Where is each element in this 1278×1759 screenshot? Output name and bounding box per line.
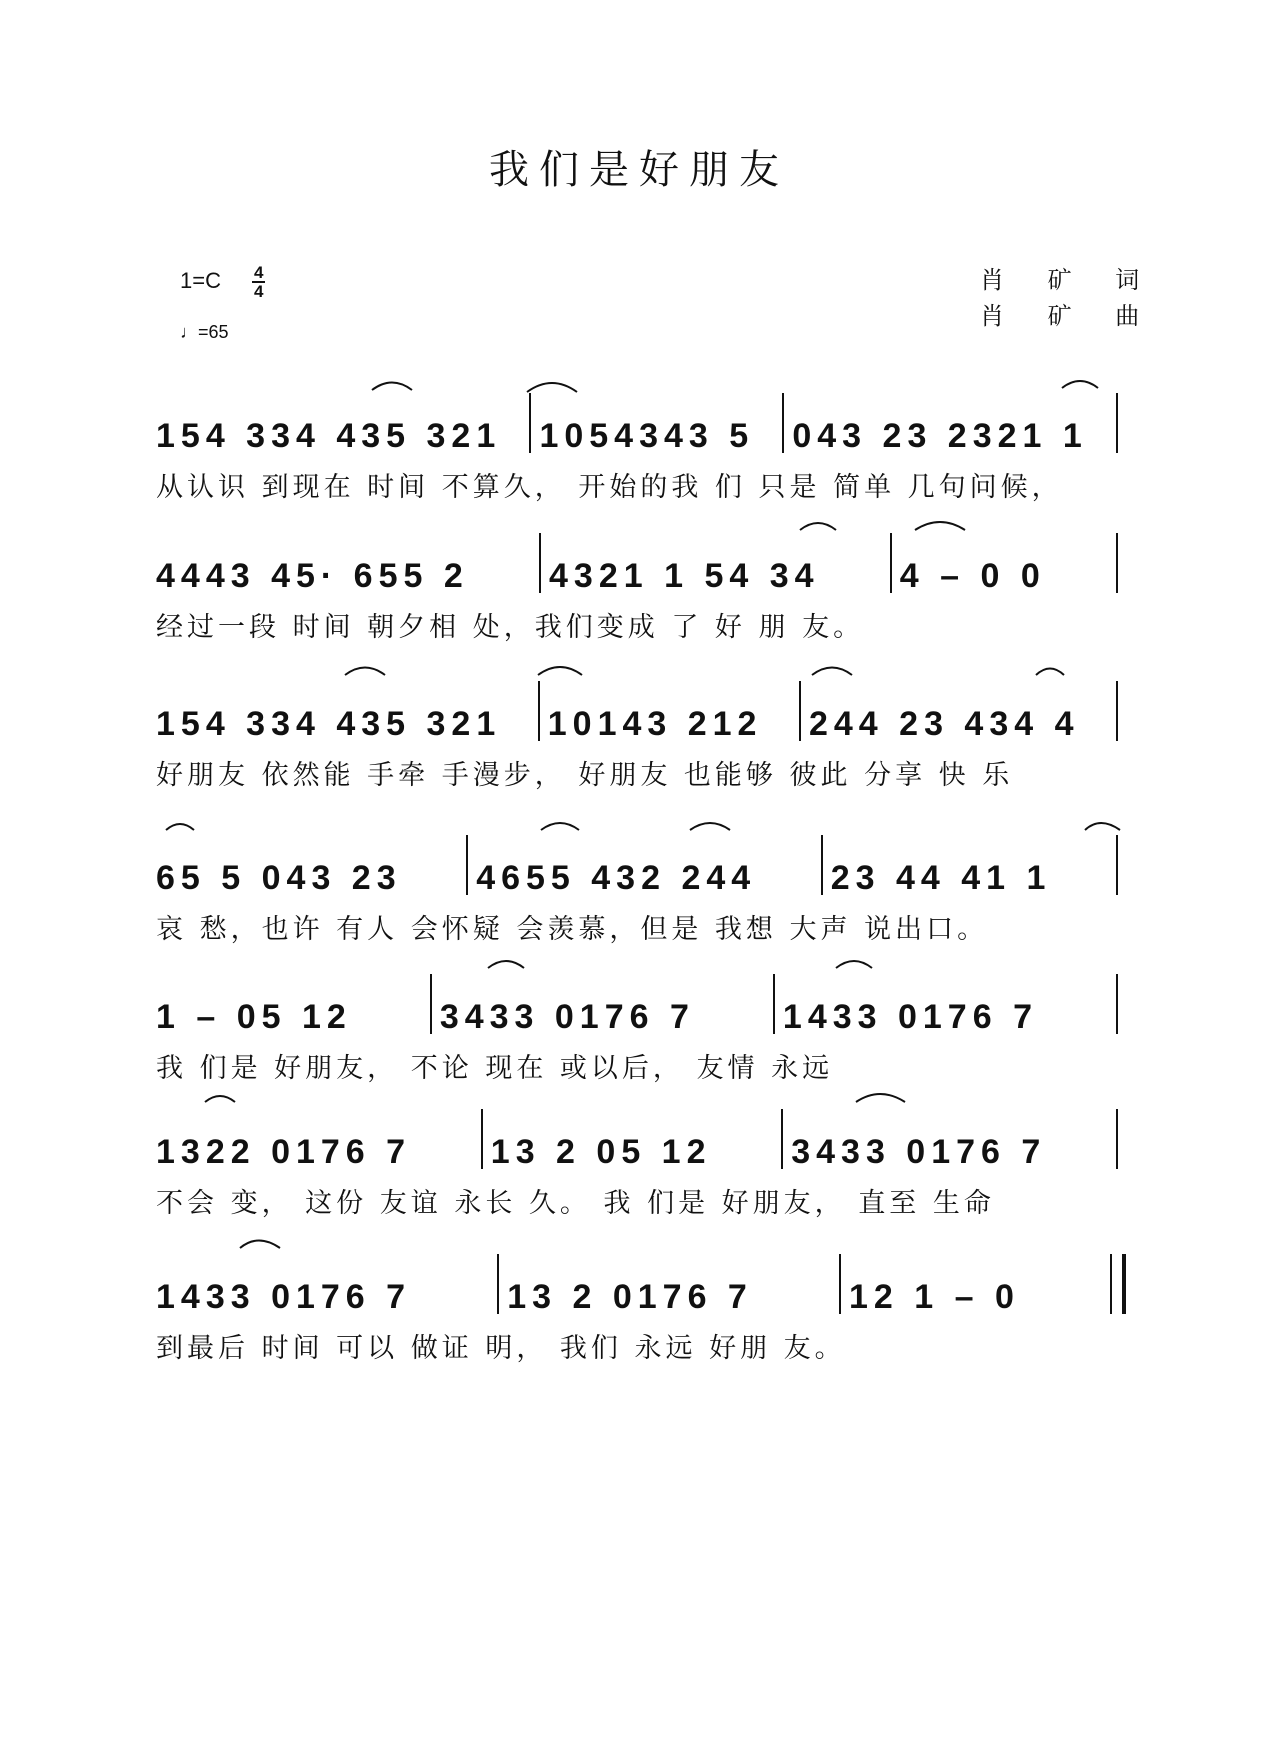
bar: 154 334 435 321 [156,417,502,455]
bar-line [1116,835,1118,895]
bar: 13 2 0176 7 [507,1278,753,1316]
staff-notes [156,523,1126,593]
lyricist-credit: 肖 矿 词 [980,266,1158,294]
staff-1 [156,383,1126,523]
bar: 3433 0176 7 [439,998,695,1036]
bar: 1054343 5 [539,417,755,455]
bar-line [782,393,784,453]
key-signature: 1=C [180,268,221,293]
lyrics-line: 不会 变， 这份 友谊 永长 久。 我 们是 好朋友， 直至 生命 [156,1188,995,1219]
staff-4 [156,825,1126,965]
bar-line [430,974,432,1034]
bar: 4443 45· 655 2 [156,557,469,595]
bar: 4 – 0 0 [899,557,1046,595]
song-title: 我们是好朋友 [489,147,789,193]
bar: 1433 0176 7 [782,998,1038,1036]
bar-line [539,533,541,593]
lyrics-line: 经过一段 时间 朝夕相 处，我们变成 了 好 朋 友。 [156,612,865,643]
bar: 4321 1 54 34 [549,557,820,595]
bar-line [1116,974,1118,1034]
lyrics-line: 好朋友 依然能 手牵 手漫步， 好朋友 也能够 彼此 分享 快 乐 [156,760,1014,791]
staff-notes [156,1244,1126,1314]
bar: 10143 212 [547,705,763,743]
staff-notes [156,1099,1126,1169]
lyrics-line: 从认识 到现在 时间 不算久， 开始的我 们 只是 简单 几句问候， [156,472,1063,503]
staff-2 [156,523,1126,663]
bar: 3433 0176 7 [791,1133,1047,1171]
bar: 65 5 043 23 [156,859,402,897]
composer-credit: 肖 矿 曲 [980,302,1158,330]
staff-6 [156,1099,1126,1239]
bar-line [497,1254,499,1314]
time-signature-bottom: 4 [254,282,264,301]
bar: 1322 0176 7 [156,1133,412,1171]
lyrics-line: 我 们是 好朋友， 不论 现在 或以后， 友情 永远 [156,1053,834,1084]
staff-notes [156,383,1126,453]
tempo-marking: ♩=65 [180,322,229,342]
staff-notes [156,825,1126,895]
bar: 154 334 435 321 [156,705,502,743]
bar: 4655 432 244 [476,859,757,897]
bar: 1433 0176 7 [156,1278,412,1316]
lyrics-line: 到最后 时间 可以 做证 明， 我们 永远 好朋 友。 [156,1333,846,1364]
final-barline [1110,1254,1126,1314]
bar-line [1116,681,1118,741]
staff-notes [156,964,1126,1034]
staff-5 [156,964,1126,1104]
bar-line [799,681,801,741]
bar: 1 – 05 12 [156,998,352,1036]
bar-line [890,533,892,593]
lyrics-line: 哀 愁，也许 有人 会怀疑 会羡慕，但是 我想 大声 说出口。 [156,914,989,945]
bar: 043 23 2321 1 [792,417,1088,455]
bar-line [821,835,823,895]
bar-line [781,1109,783,1169]
time-signature [252,264,265,300]
bar: 13 2 05 12 [490,1133,712,1171]
bar-line [529,393,531,453]
bar-line [466,835,468,895]
bar: 23 44 41 1 [830,859,1052,897]
bar-line [1116,1109,1118,1169]
bar-line [839,1254,841,1314]
bar: 12 1 – 0 [848,1278,1020,1316]
bar-line [1116,533,1118,593]
bar-line [773,974,775,1034]
bar-line [481,1109,483,1169]
time-signature-top: 4 [254,263,264,282]
bar-line [1116,393,1118,453]
staff-7 [156,1244,1126,1384]
staff-notes [156,671,1126,741]
bar: 244 23 434 4 [808,705,1080,743]
staff-3 [156,671,1126,811]
bar-line [538,681,540,741]
